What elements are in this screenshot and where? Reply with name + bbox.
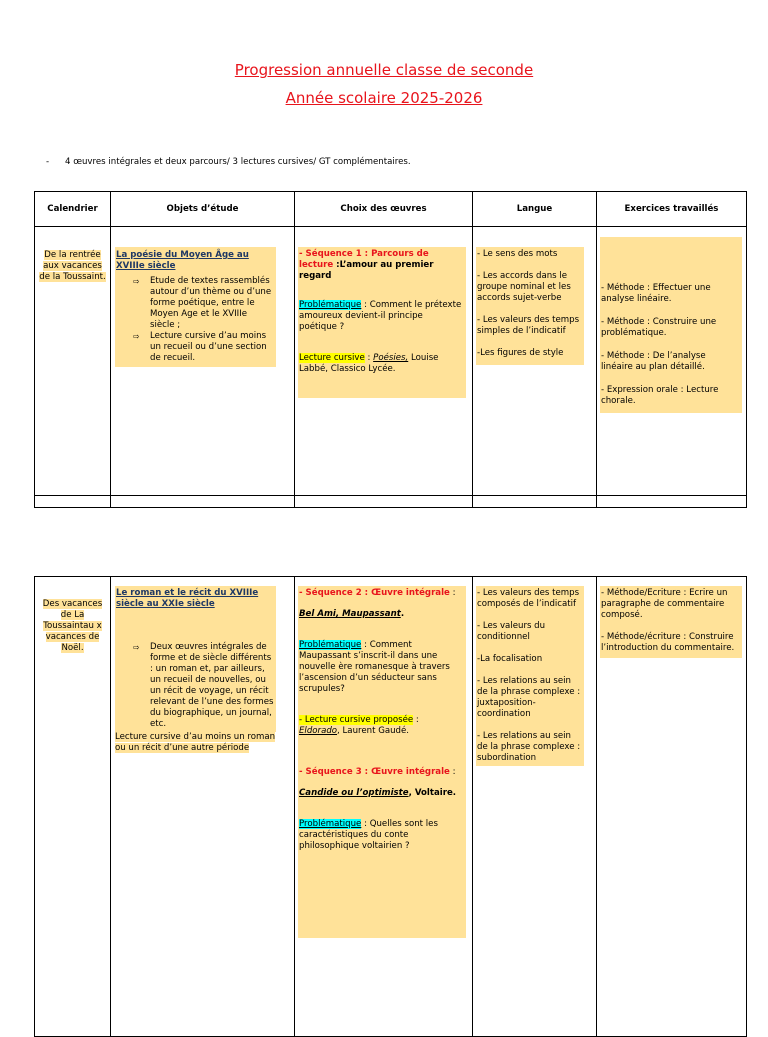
problematique-label: Problématique bbox=[299, 300, 362, 310]
oeuvres-cell bbox=[295, 227, 473, 496]
objet-tail: Lecture cursive d’au moins un roman ou un récit d’une autre période bbox=[115, 732, 276, 753]
sequence-label: - Séquence 3 : Œuvre intégrale bbox=[299, 767, 450, 777]
table-header-row bbox=[35, 192, 747, 227]
langue-item: - Les valeurs des temps simples de l’indicatif bbox=[477, 315, 580, 336]
table-empty-row bbox=[35, 496, 747, 508]
col-objets: Objets d’étude bbox=[111, 192, 295, 227]
empty-cell bbox=[473, 496, 597, 508]
intro-line bbox=[46, 157, 411, 167]
objet-item: ⇨ Deux œuvres intégrales de forme et de siècle différents : un roman et, par ailleurs, un recueil de nouvelles, ou un récit de voyage, un récit relevant de l’une des formes du biographique, un journal, etc. bbox=[150, 642, 274, 730]
lecture-cursive-sep: : bbox=[413, 715, 419, 725]
objet-cell bbox=[111, 577, 295, 1037]
lecture-cursive-rest: Louise Labbé, Classico Lycée. bbox=[299, 353, 439, 374]
langue-item: - Le sens des mots bbox=[477, 249, 558, 259]
calendar-cell bbox=[35, 227, 111, 496]
oeuvre-dot: . bbox=[400, 609, 405, 619]
empty-cell bbox=[35, 496, 111, 508]
sequence-title: :L’amour au premier regard bbox=[299, 260, 434, 281]
langue-cell bbox=[473, 227, 597, 496]
progression-table-2 bbox=[34, 576, 747, 1037]
exercices-cell bbox=[597, 227, 747, 496]
lecture-cursive-label: - Lecture cursive proposée bbox=[299, 715, 414, 725]
col-oeuvres: Choix des œuvres bbox=[295, 192, 473, 227]
exercice-item: - Méthode/écriture : Construire l’introduction du commentaire. bbox=[601, 632, 735, 653]
empty-cell bbox=[111, 496, 295, 508]
col-calendrier: Calendrier bbox=[35, 192, 111, 227]
problematique-text: : Quelles sont les caractéristiques du conte philosophique voltairien ? bbox=[299, 819, 438, 851]
sequence-colon: : bbox=[449, 588, 456, 598]
page-title: Progression annuelle classe de seconde bbox=[234, 61, 534, 79]
exercice-item: - Méthode : De l’analyse linéaire au plan détaillé. bbox=[601, 351, 706, 372]
calendar-text: Des vacances de La Toussaintau x vacances de Noël. bbox=[42, 599, 103, 653]
lecture-cursive-rest: , Laurent Gaudé. bbox=[337, 726, 410, 736]
progression-table-1 bbox=[34, 191, 747, 508]
exercice-item: - Méthode : Effectuer une analyse linéaire. bbox=[601, 283, 711, 304]
problematique-text: : Comment Maupassant s’inscrit-il dans une nouvelle ère romanesque à travers l’ascension d’un séducteur sans scrupules? bbox=[299, 640, 450, 694]
table-row bbox=[35, 227, 747, 496]
calendar-text: De la rentrée aux vacances de la Toussaint. bbox=[39, 250, 106, 282]
oeuvres-cell bbox=[295, 577, 473, 1037]
problematique-label: Problématique bbox=[299, 819, 362, 829]
exercice-item: - Méthode : Construire une problématique. bbox=[601, 317, 717, 338]
table-row bbox=[35, 577, 747, 1037]
lecture-cursive-sep: : bbox=[364, 353, 374, 363]
lecture-cursive-work: Eldorado bbox=[299, 726, 338, 736]
page-subtitle: Année scolaire 2025-2026 bbox=[285, 89, 483, 107]
langue-cell bbox=[473, 577, 597, 1037]
langue-item: - Les valeurs des temps composés de l’indicatif bbox=[477, 588, 580, 609]
col-exercices: Exercices travaillés bbox=[597, 192, 747, 227]
exercice-item: - Expression orale : Lecture chorale. bbox=[601, 385, 719, 406]
problematique-text: : Comment le prétexte amoureux devient-il principe poétique ? bbox=[299, 300, 462, 332]
langue-item: - Les accords dans le groupe nominal et les accords sujet-verbe bbox=[477, 271, 571, 303]
sequence-colon: : bbox=[449, 767, 456, 777]
exercices-cell bbox=[597, 577, 747, 1037]
sequence-label: - Séquence 2 : Œuvre intégrale bbox=[299, 588, 450, 598]
col-langue: Langue bbox=[473, 192, 597, 227]
langue-item: - Les valeurs du conditionnel bbox=[477, 621, 546, 642]
empty-cell bbox=[295, 496, 473, 508]
langue-item: -La focalisation bbox=[477, 654, 543, 664]
objet-title: La poésie du Moyen Âge au XVIIIe siècle bbox=[116, 250, 249, 271]
intro-bullet: - bbox=[46, 157, 50, 167]
sequence-label: - Séquence 1 : Parcours de lecture bbox=[299, 249, 429, 270]
objet-title: Le roman et le récit du XVIIIe siècle au XXIe siècle bbox=[116, 588, 259, 609]
lecture-cursive-work: Poésies, bbox=[373, 353, 409, 363]
oeuvre-title: Bel Ami, Maupassant bbox=[299, 609, 401, 619]
langue-item: -Les figures de style bbox=[477, 348, 564, 358]
oeuvre-title: Candide ou l’optimiste bbox=[299, 788, 409, 798]
langue-item: - Les relations au sein de la phrase complexe : subordination bbox=[477, 731, 581, 763]
problematique-label: Problématique bbox=[299, 640, 362, 650]
lecture-cursive-label: Lecture cursive bbox=[299, 353, 365, 363]
objet-item: ⇨ Etude de textes rassemblés autour d’un thème ou d’une forme poétique, entre le Moyen Age et le XVIIIe siècle ; bbox=[150, 276, 274, 331]
calendar-cell bbox=[35, 577, 111, 1037]
exercice-item: - Méthode/Ecriture : Ecrire un paragraphe de commentaire composé. bbox=[601, 588, 728, 620]
langue-item: - Les relations au sein de la phrase complexe : juxtaposition-coordination bbox=[477, 676, 581, 719]
intro-text: 4 œuvres intégrales et deux parcours/ 3 lectures cursives/ GT complémentaires. bbox=[65, 157, 411, 167]
objet-cell bbox=[111, 227, 295, 496]
objet-item: ⇨ Lecture cursive d’au moins un recueil ou d’une section de recueil. bbox=[150, 331, 274, 364]
oeuvre-author: , Voltaire. bbox=[408, 788, 457, 798]
empty-cell bbox=[597, 496, 747, 508]
